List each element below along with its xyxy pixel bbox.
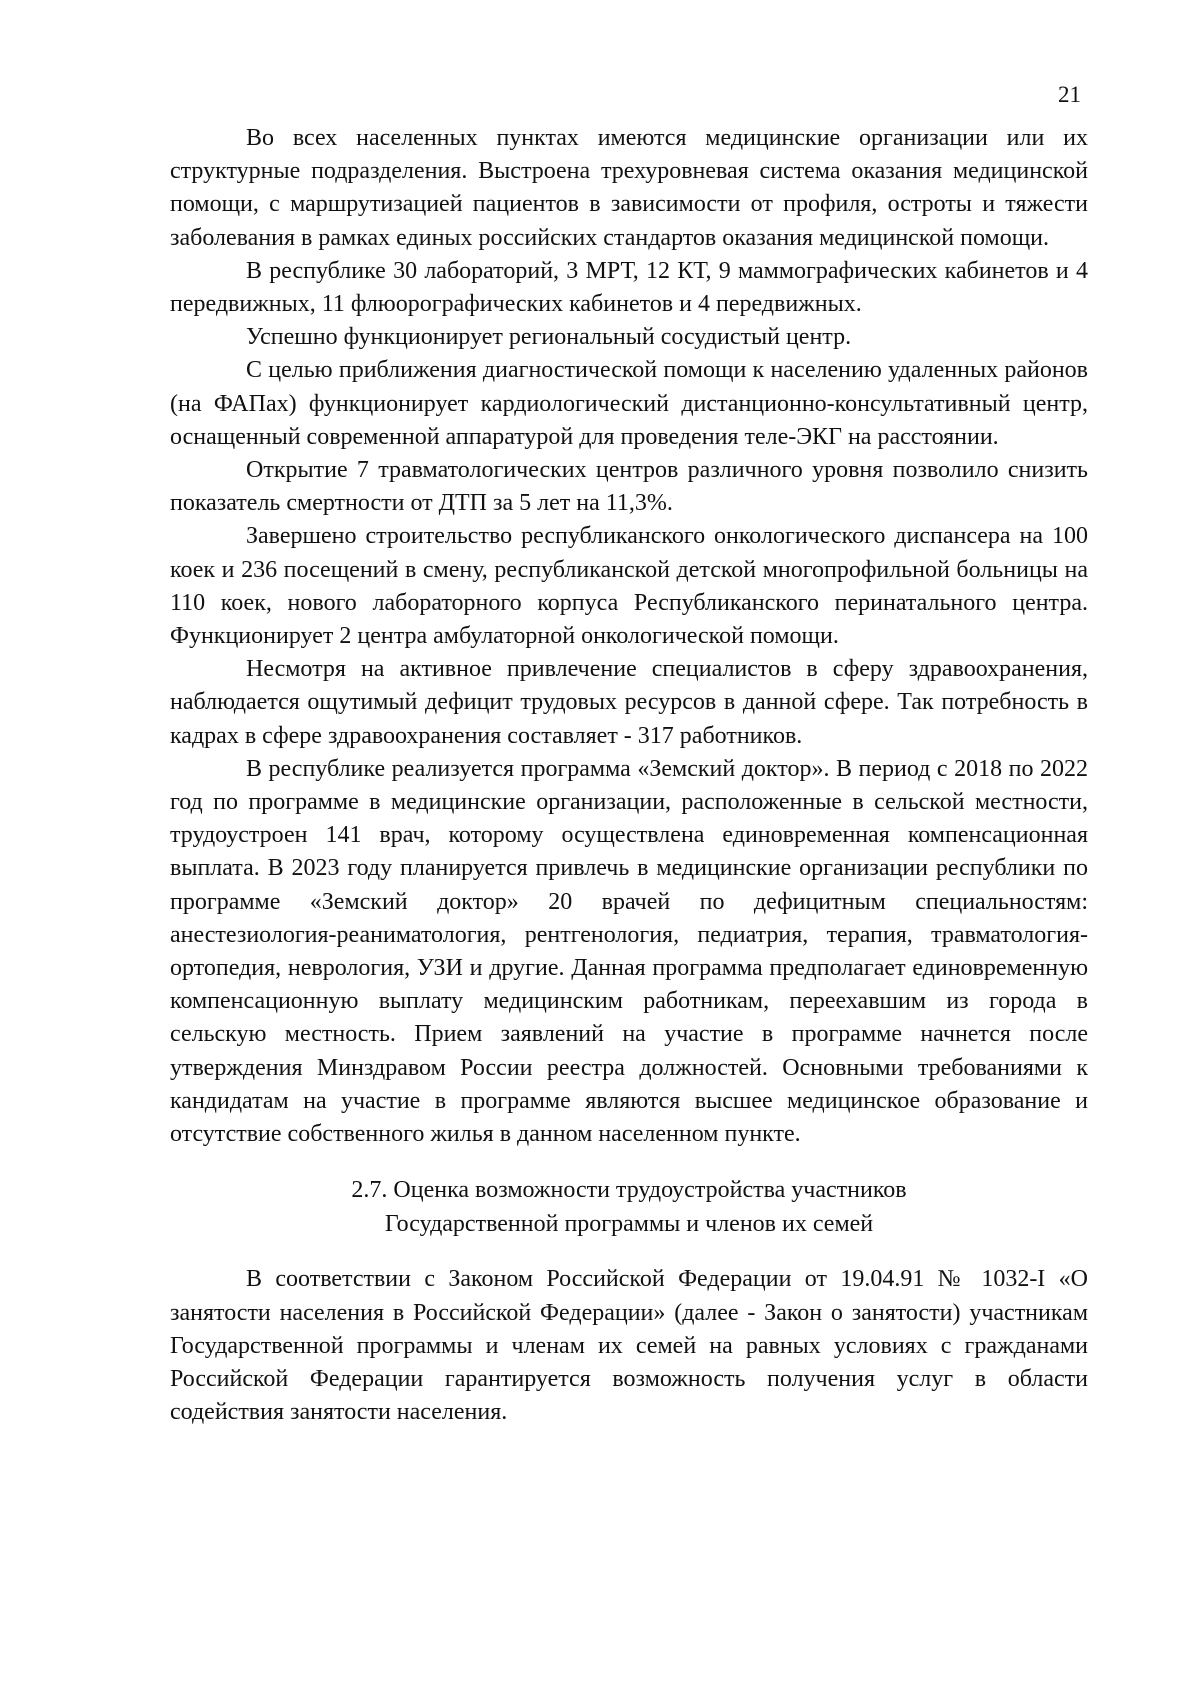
- paragraph-staff-deficit: Несмотря на активное привлечение специалистов в сферу здравоохранения, наблюдается ощутимый дефицит трудовых ресурсов в данной сфере. Так потребность в кадрах в сфере здравоохранения составляет - 317 работников.: [170, 656, 1088, 749]
- paragraph-trauma-centers: Открытие 7 травматологических центров различного уровня позволило снизить показатель смертности от ДТП за 5 лет на 11,3%.: [170, 457, 1088, 517]
- section-heading: [170, 1173, 1088, 1241]
- page-number: 21: [1058, 82, 1081, 107]
- document-body: [170, 122, 1088, 1429]
- section-heading-line-1: 2.7. Оценка возможности трудоустройства участников: [351, 1177, 907, 1204]
- paragraph-medical-organizations: Во всех населенных пунктах имеются медицинские организации или их структурные подразделения. Выстроена трехуровневая система оказания медицинской помощи, с маршрутизацией пациентов в зависимости от профиля, остроты и тяжести заболевания в рамках единых российских стандартов оказания медицинской помощи.: [170, 125, 1088, 251]
- paragraph-vascular-center: Успешно функционирует региональный сосудистый центр.: [246, 324, 852, 351]
- section-heading-line-2: Государственной программы и членов их семей: [384, 1211, 874, 1238]
- paragraph-zemsky-doctor: В республике реализуется программа «Земский доктор». В период с 2018 по 2022 год по программе в медицинские организации, расположенные в сельской местности, трудоустроен 141 врач, которому осуществлена единовременная компенсационная выплата. В 2023 году планируется привлечь в медицинские организации республики по программе «Земский доктор» 20 врачей по дефицитным специальностям: анестезиология-реаниматология, рентгенология, педиатрия, терапия, травматология-ортопедия, неврология, УЗИ и другие. Данная программа предполагает единовременную компенсационную выплату медицинским работникам, переехавшим из города в сельскую местность. Прием заявлений на участие в программе начнется после утверждения Минздравом России реестра должностей. Основными требованиями к кандидатам на участие в программе являются высшее медицинское образование и отсутствие собственного жилья в данном населенном пункте.: [170, 755, 1088, 1148]
- paragraph-construction: Завершено строительство республиканского онкологического диспансера на 100 коек и 236 посещений в смену, республиканской детской многопрофильной больницы на 110 коек, нового лабораторного корпуса Республиканского перинатального центра. Функционирует 2 центра амбулаторной онкологической помощи.: [170, 523, 1088, 650]
- paragraph-cardiology-center: С целью приближения диагностической помощи к населению удаленных районов (на ФАПах) функционирует кардиологический дистанционно-консультативный центр, оснащенный современной аппаратурой для проведения теле-ЭКГ на расстоянии.: [170, 357, 1088, 450]
- paragraph-employment-law: В соответствии с Законом Российской Федерации от 19.04.91 № 1032-I «О занятости населения в Российской Федерации» (далее - Закон о занятости) участникам Государственной программы и членам их семей на равных условиях с гражданами Российской Федерации гарантируется возможность получения услуг в области содействия занятости населения.: [170, 1266, 1088, 1426]
- paragraph-laboratories: В республике 30 лабораторий, 3 МРТ, 12 КТ, 9 маммографических кабинетов и 4 передвижных, 11 флюорографических кабинетов и 4 передвижных.: [170, 257, 1088, 318]
